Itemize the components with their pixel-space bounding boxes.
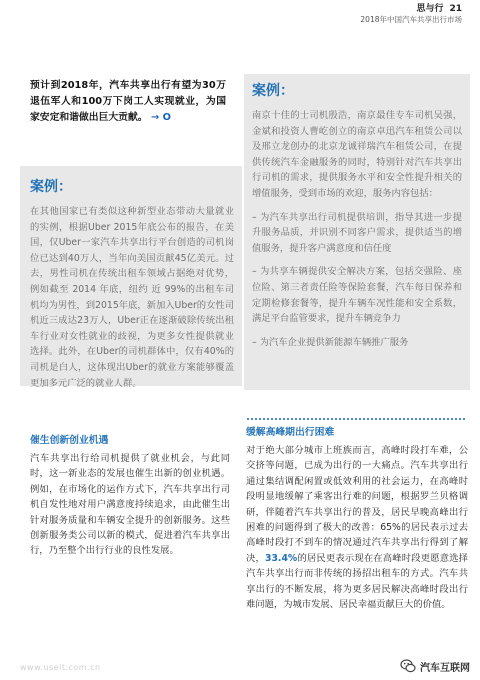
arrow-icon: → O xyxy=(150,112,171,123)
left-case xyxy=(30,178,234,391)
right-bullet-3: – 为汽车企业提供新能源车辆推广服务 xyxy=(252,336,409,348)
right-case xyxy=(252,82,462,350)
right-case-title: 案例： xyxy=(252,83,294,99)
intro-paragraph xyxy=(30,78,226,126)
footer-url: www.useit.com.cn xyxy=(20,663,101,672)
right-section-body xyxy=(246,443,468,612)
dotted-divider xyxy=(246,418,466,420)
right-section-title: 缓解高峰期出行困难 xyxy=(246,427,335,438)
highlight-percentage: 33.4% xyxy=(264,552,298,564)
right-bullet-2: – 为共享车辆提供安全解决方案，包括交强险、座位险、第三者责任险等保险套餐，汽车每日保养和定期检修套餐等，提升车辆车况性能和安全系数，满足平台监管要求，提升车辆竞争力 xyxy=(252,266,462,325)
left-section xyxy=(30,433,230,559)
right-section-text-1: 对于绝大部分城市上班族而言，高峰时段打车难，公交挤等问题，已成为出行的一大痛点。汽车共享出行通过集结调配闲置或低效利用的社会运力，在高峰时段明显地缓解了乘客出行难的问题，根据罗兰贝格调研，伴随着汽车共享出行的普及，居民早晚高峰出行困难的问题得到了极大的改善：65%的居民表示过去高峰时段打不到车的情况通过汽车共享出行得到了解决， xyxy=(246,445,468,564)
intro-text: 预计到2018年，汽车共享出行有望为30万退伍军人和100万下岗工人实现就业，为国家安定和谐做出巨大贡献。 xyxy=(30,80,226,123)
left-section-title: 催生创新创业机遇 xyxy=(30,435,109,446)
left-case-body: 在其他国家已有类似这种新型业态带动大量就业的实例，根据Uber 2015年底公布的报告，在美国，仅Uber一家汽车共享出行平台创造的司机岗位已达到40万人，当年向美国贡献45亿美元。过去，男性司机在传统出租车领域占据绝对优势，例如截至 2014 年底，纽约 近 99%的出租车司机均为男性，到2015年底，新加入Uber的女性司机近三成达23万人，Uber正在逐渐破除传统出租车行业对女性就业的歧视，为更多女性提供就业选择。此外，在Uber的司机群体中，仅有40%的司机是白人，这体现出Uber的就业方案能够覆盖更加多元广泛的就业人群。 xyxy=(30,206,234,389)
right-bullet-1: – 为汽车共享出行司机提供培训，指导其进一步提升服务品质，并识别不同客户需求，提供适当的增值服务，提升客户满意度和信任度 xyxy=(252,211,462,254)
page-header xyxy=(360,4,462,25)
right-section xyxy=(246,425,468,612)
watermark xyxy=(400,658,470,674)
watermark-text: 汽车互联网 xyxy=(420,662,470,674)
wechat-icon xyxy=(400,658,416,674)
page-number: 21 xyxy=(449,4,462,14)
left-section-body: 汽车共享出行给司机提供了就业机会，与此同时，这一新业态的发展也催生出新的创业机遇。例如，在市场化的运作方式下，汽车共享出行司机自发性地对用户满意度持续追求，由此催生出针对服务质量和车辆安全提升的创新服务。这些创新服务类公司以新的模式，促进着汽车共享出行，乃至整个出行行业的良性发展。 xyxy=(30,453,230,557)
left-case-title: 案例： xyxy=(30,179,72,195)
left-intro xyxy=(30,78,226,126)
header-title: 思与行 xyxy=(416,4,444,14)
header-subtitle: 2018年中国汽车共享出行市场 xyxy=(360,15,462,25)
right-case-body: 南京十佳的士司机殷浩，南京最佳专车司机吴强，金斌和投资人曹屹创立的南京卓迅汽车租赁公司以及邢立龙创办的北京龙诚祥瑞汽车租赁公司，在提供传统汽车金融服务的同时，特别针对汽车共享出行司机的需求，提供服务水平和安全性提升相关的增值服务，受到市场的欢迎，服务内容包括： xyxy=(252,110,462,199)
right-section-text-2: 的居民更表示现在在高峰时段更愿意选择汽车共享出行而非传统的扬招出租车的方式。汽车共享出行的不断发展，将为更多居民解决高峰时段出行难问题，为城市发展、居民幸福贡献巨大的价值。 xyxy=(246,552,468,611)
header-title-row xyxy=(360,4,462,15)
